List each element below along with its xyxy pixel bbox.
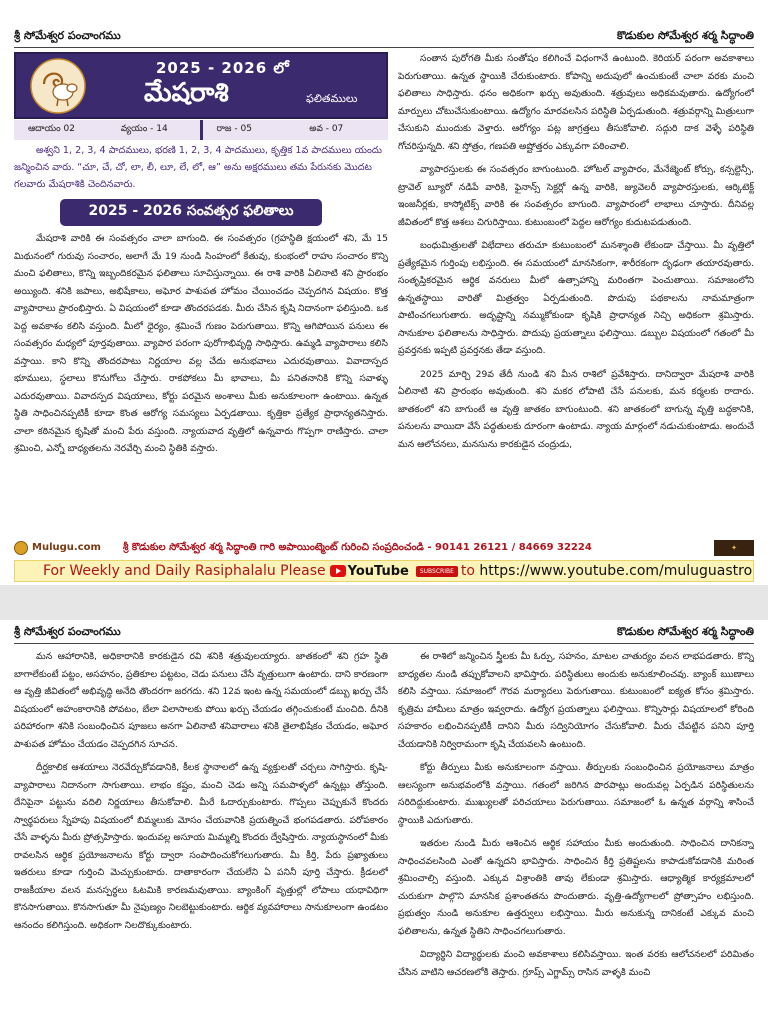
youtube-play-icon: [330, 565, 346, 577]
page-gap: [0, 585, 768, 620]
header-right: కొడుకుల సోమేశ్వర శర్మ సిద్ధాంతి: [617, 624, 754, 638]
page1-right-column: [398, 50, 754, 532]
paragraph: ఇతరుల నుండి మీరు ఆశించిన ఆర్థిక సహాయం మీకు అందుతుంది. సాధించిన దానికన్నా సాధించవలసింది ఎంతో ఉన్నదని భావిస్తారు. సాధించిన కీర్తి ప్రతిష్టలను కాపాడుకోవడానికి మరింత శ్రమించాల్సి వస్తుంది. ఎక్కువ విశ్రాంతికి తావు లేకుండా శ్రమిస్తారు. ఆధ్యాత్మిక కార్యక్రమాలలో చురుకుగా పాల్గొని మానసిక ప్రశాంతతను పొందుతారు. వృత్తి-ఉద్యోగాలలో ప్రోత్సాహం లభిస్తుంది. ప్రభుత్వం నుండి అనుకూల ఉత్తర్వులు లభిస్తాయి. మీరు అనుకున్న దానికంటే ఎక్కువ మంచి ఫలితాలను, ఉన్నత స్థితిని సాధించగలుగుతారు.: [398, 838, 754, 937]
ram-icon: [30, 58, 86, 114]
youtube-url-link[interactable]: https://www.youtube.com/muluguastro: [479, 563, 753, 579]
youtube-logo[interactable]: [330, 564, 409, 579]
page2-right-column: [398, 648, 754, 1024]
promo-to: to: [460, 563, 475, 579]
header-left: శ్రీ సోమేశ్వర పంచాంగము: [14, 624, 121, 638]
paragraph: బంధుమిత్రులతో విభేదాలు తరుచూ కుటుంబంలో మనశ్శాంతి లేకుండా చేస్తాయి. మీ వృత్తిలో ప్రత్యేకమైన గుర్తింపు లభిస్తుంది. ఈ సమయంలో మానసికంగా, శారీరకంగా దృఢంగా తయారవుతారు. సంతృప్తికరమైన ఆర్థిక వనరులు మీలో ఉత్సాహాన్ని మరింతగా పెంచుతాయి. సమాజంలోని ఉన్నతస్థాయి వారితో మిత్రత్వం ఏర్పడుతుంది. పొదుపు పథకాలను నామమాత్రంగా పాటించగలుగుతారు. అదృష్టాన్ని నమ్ముకోకుండా కృషికి ప్రాధాన్యత నిచ్చి అధికంగా శ్రమిస్తారు. సానుకూల ఫలితాలను సాధిస్తారు. పొదుపు ప్రయత్నాలు ఫలిస్తాయి. డబ్బుల విషయంలో గతంలో మీ ప్రవర్తనకు ఇప్పటి ప్రవర్తనకు తేడా వస్తుంది.: [398, 240, 754, 356]
paragraph: మేషరాశి వారికి ఈ సంవత్సరం చాలా బాగుంది. ఈ సంవత్సరం (గ్రహస్థితి క్షయంలో శని, మే 15 మిథునంలో గురువు సంచారం, అలాగే మే 19 నుండి సింహంలో కేతువు, కుంభంలో రాహు సంచారం కొన్ని మంచి ఫలితాలు, కొన్ని ఇబ్బందికరమైన ఫలితాలు సూచిస్తున్నాయి. ఈ రాశి వారికి ఏలినాటి శని ప్రారంభం అయ్యింది. శనికి జపాలు, అభిషేకాలు, అఘోర పాశుపత హోమం చేయించడం చెప్పదగిన విషయం. కొత్త వ్యాపారాలు ప్రారంభిస్తారు. ఏ విషయంలో కూడా తొందరపడకు. మీరు చేసిన కృషి నిదానంగా ఫలిస్తుంది. ఒక పెద్ద అవకాశం కలిసి వస్తుంది. మీలో ధైర్యం, శ్రమించే గుణం పెరుగుతాయి. కొన్ని ఆగిపోయిన పనులు ఈ సంవత్సరం మధ్యలో పూర్తవుతాయి. వ్యాపార పరంగా పురోగాభివృద్ధి సాధిస్తారు. ఉమ్మడి వ్యాపారాలు కలిసి వస్తాయి. కాని కొన్ని తొందరపాటు నిర్ణయాల వల్ల చేదు అనుభవాలు ఎదురవుతాయి. వివాదాస్పద భూములు, స్థలాలు కొనుగోలు చేస్తారు. రాకపోకలు మీ భావాలు, మీ పనితనానికి కొన్ని సవాళ్ళు ఎదురవుతాయి. వివాదస్పద విషయాలు, కోర్టు పరమైన అంశాలు మీకు అనుకూలంగా ఉంటాయి. ఉన్నత స్థితి సాధించినప్పటికీ కూడా కొంత ఆరోగ్య సమస్యలు ఏర్పడతాయి. కృత్తికా ప్రత్యేక ప్రాధాన్యతనిస్తారు. చాలా కఠినమైన కృషితో మంచి పేరు వస్తుంది. న్యాయవాద వృత్తిలో ఉన్నవారు గొప్పగా రాణిస్తారు. చాలా శ్రమించి, ఎన్నో బాధ్యతలను నెరవేర్చి మంచి స్థితికి వస్తారు.: [14, 233, 388, 454]
banner-rasi: మేషరాశి: [144, 78, 229, 108]
header-left: శ్రీ సోమేశ్వర పంచాంగము: [14, 28, 121, 42]
paragraph: దీర్ఘకాలిక ఆశయాలు నెరవేర్చుకోవడానికి, కీలక స్థానాలలో ఉన్న వ్యక్తులతో చర్చలు సాగిస్తారు. కృషి-వ్యాపారాలు నిదానంగా సాగుతాయి. లాభం కష్టం, మంచి చెడు అన్ని సమపాళ్ళలో ఉన్నట్లు తోస్తుంది. దేనిపైనా పట్టును వదిలి నిర్ణయాలు తీసుకోవాలి. మీరే ఓదార్చుకుంటారు. గొప్పలు చెప్పుకునే కొందరు స్వార్థపరులు స్నేహపు విషయంలో బిమ్మలుకు మోసం చేయవానికి ప్రయత్నించే భంగపడతారు. పరోపకారం చేసే వాళ్ళను మీరు ప్రోత్సహిస్తారు. ఇందువల్ల అసూయ మిమ్మల్ని కొందరు ద్వేషిస్తారు. న్యాయస్థానంలో మీకు రావలసిన ఆర్థిక ప్రయోజనాలను కోర్టు ద్వారా సంపాదించుకోగలుగుతారు. మీ కీర్తి, పేరు ప్రఖ్యాతులు ఇతరులు కూడా గుర్తించి మెచ్చుకుంటారు. దాతాకారంగా చేయలేని ఏ పనినీ పూర్తి చేస్తారు. క్రీడలలో రాజకీయాల వలన మనస్పర్థలు ఓటమికి కారణమవుతాయి. బ్యాంకింగ్ వృత్తుల్లో లోపాలు యధావిధిగా కొనసాగుతాయి. కొనసాగుతూ మీ నైపుణ్యం నిలబెట్టుకుంటారు. ఆర్థిక వ్యవహారాలు సానుకూలంగా ఉండటం ఆనందం కలిగిస్తుంది. అధికంగా నిలదొక్కుకుంటారు.: [14, 762, 388, 931]
stat-ava: అవ - 07: [309, 124, 344, 134]
page2-left-column: [14, 648, 388, 1024]
youtube-promo-bar[interactable]: [14, 560, 754, 582]
page-header: [14, 26, 754, 48]
promo-prefix: For Weekly and Daily Rasiphalalu Please: [43, 563, 326, 579]
banner-subtitle: ఫలితములు: [306, 92, 358, 105]
title-banner: [14, 52, 388, 119]
mulugu-logo-text: Mulugu.com: [32, 542, 101, 553]
appointment-bar: [14, 538, 754, 557]
stat-vyayam: వ్యయం - 14: [120, 124, 168, 134]
nakshatra-text: అశ్వని 1, 2, 3, 4 పాదములు, భరణి 1, 2, 3, 4 పాదములు, కృత్తిక 1వ పాదములు యందు జన్మించిన వారు. “చూ, చే, చో, లా, లీ, లూ, లే, లో, ఆ” అను అక్షరములు తమ పేరునకు మొదట గలవారు మేషరాశికి చెందినవారు.: [14, 145, 382, 190]
page-header: [14, 622, 754, 644]
subscribe-button[interactable]: SUBSCRIBE: [416, 566, 458, 577]
header-right: కొడుకుల సోమేశ్వర శర్మ సిద్ధాంతి: [617, 28, 754, 42]
mulugu-logo-icon: [14, 541, 28, 555]
paragraph: విద్యార్థిని విద్యార్థులకు మంచి అవకాశాలు కలిసివస్తాయి. ఇంత వరకు ఆలోచనలలో పరిమితం చేసిన వాటిని ఆచరణలోకి తెస్తారు. గ్రూప్స్ ఎగ్జామ్స్ రాసిన వాళ్ళకి మంచి: [398, 949, 754, 978]
page1-left-column: [14, 230, 388, 530]
banner-year: 2025 - 2026 లో: [156, 59, 290, 77]
page-2: [0, 620, 768, 1024]
paragraph: కోర్టు తీర్పులు మీకు అనుకూలంగా వస్తాయి. తీర్పులకు సంబంధించిన ప్రయోజనాలు మాత్రం ఆలస్యంగా అనుభవంలోకి వస్తాయి. గతంలో జరిగిన పొరపాట్లు అందువల్ల ఏర్పడిన పరిస్థితులను సరిదిద్దుకుంటారు. ముఖ్యులతో పరిచయాలు పెరుగుతాయి. సమాజంలో ఓ ఉన్నత వర్గాన్ని శాసించే స్థాయికి ఎదుగుతారు.: [398, 762, 754, 826]
paragraph: ఈ రాశిలో జన్మించిన స్త్రీలకు మీ ఓర్పు, సహనం, మాటల చాతుర్యం వలన లాభపడతారు. కొన్ని బాధ్యతల నుండి తప్పుకోవాలని భావిస్తారు. పరిస్థితులు అందుకు అనుకూలించవు. బ్యాంక్ ఋణాలు కలిసి వస్తాయి. సమాజంలో గౌరవ మర్యాదలు పెరుగుతాయి. కుటుంబంలో ఐక్యత కోసం శ్రమిస్తారు. కృత్రిమ హామీలు మాత్రం ఇవ్వరాదు. ఉద్యోగ ప్రయత్నాలు ఫలిస్తాయి. కొన్నిసార్లు విషయాలలో కోరింది సహకారం లభించినప్పటికీ దానిని మీరు సద్వినియోగం చేసుకోవాలి. మీరు చేపట్టిన పనిని పూర్తి చేయడానికి నిర్విరామంగా కృషి చేయవలసి ఉంటుంది.: [398, 651, 754, 750]
stat-raja: రాజ - 05: [216, 124, 252, 134]
stat-aadayam: ఆదాయం 02: [28, 124, 75, 134]
paragraph: 2025 మార్చి 29వ తేదీ నుండి శని మీన రాశిలో ప్రవేశిస్తారు. దానిద్వారా మేషరాశి వారికి ఏలినాటి శని ప్రారంభం అవుతుంది. శని మకర లోపాటి చేసే పనులకు, మన కర్మలకు రాదారు. జాతకంలో శని బాగుంటే ఆ వృత్తి జాతకం బాగుంటుంది. శని జాతకంలో బాగున్న వృత్తి బద్ధకానికి, పనులను వాయిదా వేసే పద్ధతులకు దూరంగా ఉంటాడు. న్యాయ మార్గంలో నడుచుకుంటాడు. అందుచే మన ఆలోచనలు, మనసును కారకుడైన చంద్రుడు,: [398, 368, 754, 450]
youtube-logo-text: YouTube: [347, 563, 409, 579]
paragraph: మన ఆహారానికి, అధికారానికి కారకుడైన రవి శనికి శత్రువులయ్యారు. జాతకంలో శని గ్రహ స్థితి బాగాలేకుంటే పట్టం, అసహనం, ప్రతికూల పట్టటం, చెడు పనులు చేసే వృత్తులుగా ఉంటారు. దాని కారణంగా ఆ వృత్తి జీవితంలో అభివృద్ధి అనేది తొందరగా జరగదు. శని 12వ ఇంట ఉన్న సమయంలో డబ్బు ఖర్చు చేసే విషయంలో అహంకారానికి పోవటం, బేలా విలాసాలకు పోయి ఖర్చు చేయడం తగ్గించుకుంటే మంచిది. దీనికి పరిహారంగా శనికి సంబంధించిన పూజలు అనగా ఏలినాటి శనివారాలు శనికి తైలాభిషేకం చేయడం, అఘోర పాశుపత హోమం చేయడం చెప్పదగిన సూచన.: [14, 651, 388, 750]
section-subtitle: 2025 - 2026 సంవత్సర ఫలితాలు: [60, 199, 322, 226]
paragraph: వ్యాపారస్తులకు ఈ సంవత్సరం బాగుంటుంది. హోటల్ వ్యాపారం, మేనేజ్మెంట్ కోర్సు, కన్సల్టెన్సీ, ట్రావెల్ బ్యూరో నడిపే వారికి, ఫైనాన్స్ సెక్టర్లో ఉన్న వారికి, జ్యువెలరీ వ్యాపారస్తులకు, ఆర్కిటెక్ట్ ఇంజనీర్లకు, కాస్మోటిక్స్ వారికి ఈ సంవత్సరం బాగుంది. వ్యాపారంలో లాభాలు చూస్తారు. దీనివల్ల జీవితంలో కొత్త ఆశలు చిగురిస్తాయి. కుటుంబంలో పెద్దల ఆరోగ్యం కుదుటపడుతుంది.: [398, 164, 754, 228]
secondary-logo-icon: ✦: [714, 540, 754, 556]
stats-bar: [14, 120, 388, 140]
appointment-text: శ్రీ కొడుకుల సోమేశ్వర శర్మ సిద్ధాంతి గారి అపాయింట్మెంట్ గురించి సంప్రదించండి - 90141 26121 / 84669 32224: [122, 541, 592, 553]
paragraph: సంతాన పురోగతి మీకు సంతోషం కలిగించే విధంగానే ఉంటుంది. కెరియర్ పరంగా అవకాశాలు పెరుగుతాయి. ఉన్నత స్థాయికి చేరుకుంటారు. కోపాన్ని అదుపులో ఉంచుకుంటే చాలా వరకు మంచి ఫలితాలు సాధిస్తారు. ధనం అధికంగా ఖర్చు అవుతుంది. శత్రువులు అధికమవుతారు. ఉద్యోగంలో మార్పులు చోటుచేసుకుంటాయి. ఉద్యోగం మారవలసిన పరిస్థితి ఏర్పడుతుంది. శత్రువర్గాన్ని మిత్రులుగా చేసుకుని ముందుకు వెళ్తారు. ఆరోగ్యం పట్ల జాగ్రత్తలు తీసుకోవాలి. సద్గురి దాక వెళ్ళే పరిస్థితి గోచరిస్తున్నది. శని స్తోత్రం, గణపతి అష్టోత్తరం ఎక్కువగా పఠించాలి.: [398, 53, 754, 152]
mulugu-logo[interactable]: [14, 541, 101, 555]
